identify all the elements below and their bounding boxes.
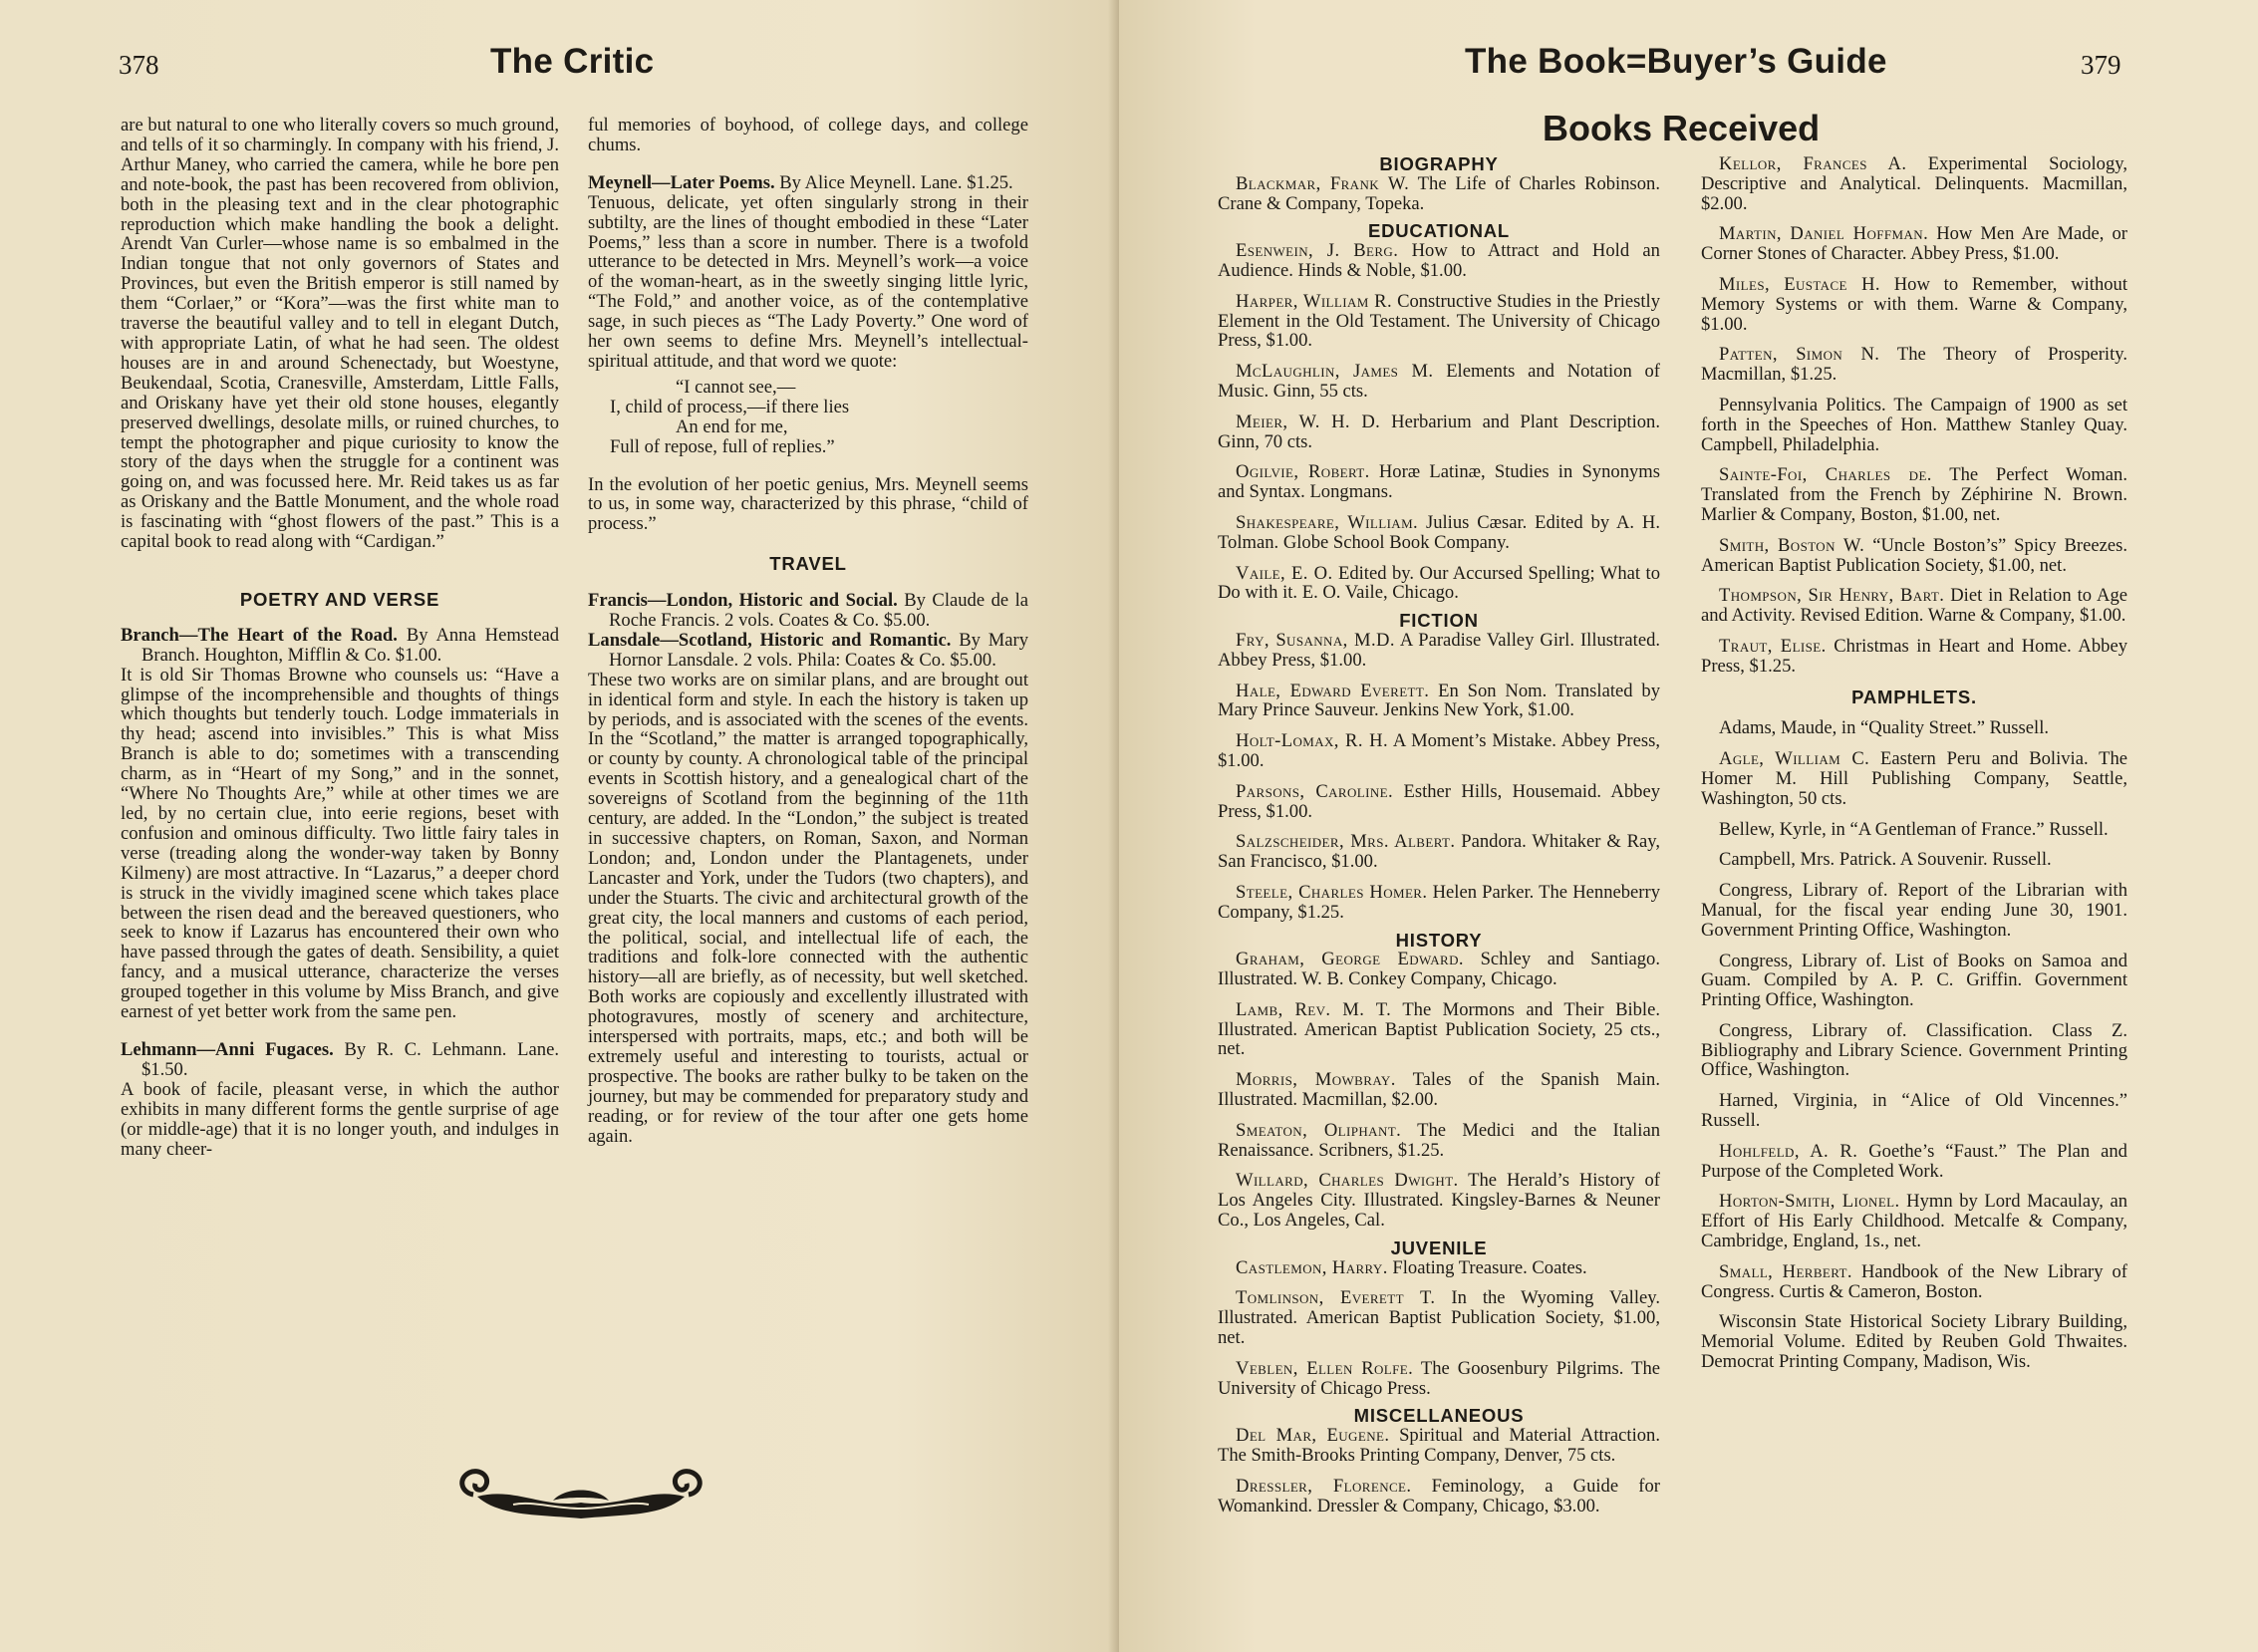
entry-details: Helen Parker. The Henneberry Company, $1.25. [1218,881,1660,923]
book-entry [1701,154,2127,213]
book-entry [1218,413,1660,452]
entry-author: Shakespeare, William. [1236,511,1419,533]
entry-author: Meier, W. H. D. [1236,411,1381,432]
entry-details: How to Remember, without Memory Systems or with them. Warne & Company, $1.00. [1701,273,2128,335]
entry-details: Elements and Notation of Music. Ginn, 55 cts. [1218,361,1660,402]
book-heading: Meynell—Later Poems. [588,171,775,193]
book-entry [1701,820,2127,840]
book-heading: Francis—London, Historic and Social. [588,590,898,612]
book-entry [1701,881,2127,940]
book-entry [1218,362,1660,402]
book-entry [1218,950,1660,989]
entry-author: Horton-Smith, Lionel. [1719,1191,1900,1213]
book-entry [1218,1258,1660,1278]
book-entry [1218,1288,1660,1347]
book-entry [1701,275,2127,334]
running-head: The Book=Buyer’s Guide [1465,42,1887,81]
book-heading: Lehmann—Anni Fugaces. [121,1038,334,1060]
book-entry [1218,174,1660,214]
entry-author: Agle, William C. [1719,748,1870,770]
book-entry [1218,782,1660,822]
entry-author: Smith, Boston W. [1719,534,1865,556]
entry-details: Pandora. Whitaker & Ray, San Francisco, $1.00. [1218,831,1661,873]
entry-author: Holt-Lomax, R. H. [1236,730,1389,752]
book-entry [1218,1121,1660,1161]
entry-details: Bellew, Kyrle, in “A Gentleman of France.” Russell. [1719,818,2109,840]
book-entry [1218,462,1660,502]
entry-author: Ogilvie, Robert. [1236,461,1370,483]
book-details: By Anna Hemstead Branch. Houghton, Mifflin & Co. $1.00. [141,624,560,666]
quote-line: I, child of process,—if there lies [610,396,850,417]
book-entry [1218,241,1660,281]
entry-details: The Life of Charles Robinson. Crane & Company, Topeka. [1218,172,1660,214]
entry-author: Esenwein, J. Berg. [1236,240,1399,262]
book-details: By Claude de la Roche Francis. 2 vols. Coates & Co. $5.00. [609,590,1029,632]
entry-author: Salzscheider, Mrs. Albert. [1236,831,1456,853]
book-entry [1701,718,2127,738]
entry-details: Wisconsin State Historical Society Library Building, Memorial Volume. Edited by Reuben Gold Thwaites. Democrat Printing Company, Madison, Wis. [1701,1311,2127,1373]
entry-details: Eastern Peru and Bolivia. The Homer M. Hill Publishing Company, Seattle, Washington, 50 cts. [1701,748,2127,809]
entry-details: Esther Hills, Housemaid. Abbey Press, $1.00. [1218,780,1661,822]
book-entry [1218,513,1660,553]
entry-author: Lamb, Rev. M. T. [1236,998,1392,1020]
entry-author: Morris, Mowbray. [1236,1069,1396,1091]
entry-details: Adams, Maude, in “Quality Street.” Russell. [1719,717,2050,739]
book-entry [1701,1192,2127,1250]
entry-details: Hymn by Lord Macaulay, an Effort of His Early Childhood. Metcalfe & Company, Cambridge, England, 1s., net. [1701,1191,2127,1252]
entry-details: The Medici and the Italian Renaissance. Scribners, $1.25. [1218,1119,1660,1161]
book-entry [1218,1426,1660,1466]
entry-details: The Mormons and Their Bible. Illustrated. American Baptist Publication Society, 25 cts., net. [1218,998,1660,1060]
left-page [0,0,1119,1652]
ornament-tailpiece [453,1457,708,1526]
entry-author: Martin, Daniel Hoffman. [1719,223,1929,245]
section-title: PAMPHLETS. [1851,686,1977,707]
entry-details: The Perfect Woman. Translated from the French by Zéphirine N. Brown. Marlier & Company, Boston, $1.00, net. [1701,464,2127,525]
entry-author: Vaile, E. O. [1236,562,1333,584]
book-entry [588,173,1028,193]
entry-author: Patten, Simon N. [1719,344,1880,366]
entry-details: Goethe’s “Faust.” The Plan and Purpose of the Completed Work. [1701,1140,2127,1182]
entry-author: Graham, George Edward. [1236,949,1464,970]
book-entry [1218,1477,1660,1516]
review-text: Tenuous, delicate, yet often singularly strong in their subtilty, are the lines of thought embodied in these “Later Poems,” less than a score in number. There is a twofold utterance to be detected in Mrs. Meynell’s work—a voice of the woman-heart, as in the sweetly singing little lyric, “The Fold,” and another voice, as of the contemplative sage, in such pieces as “The Lady Poverty.” One word of her own seems to define Mrs. Meynell’s intellectual-spiritual attitude, and that word we quote: [588,191,1028,372]
running-head: The Critic [490,42,655,81]
page-number: 378 [119,50,159,80]
entry-author: Dressler, Florence. [1236,1475,1412,1497]
book-entry [1701,396,2127,454]
entry-author: Tomlinson, Everett T. [1236,1287,1436,1309]
entry-details: Diet in Relation to Age and Activity. Revised Edition. Warne & Company, $1.00. [1701,585,2128,627]
entry-details: Congress, Library of. Classification. Class Z. Bibliography and Library Science. Government Printing Office, Washington. [1701,1019,2127,1081]
entry-details: Spiritual and Material Attraction. The Smith-Brooks Printing Company, Denver, 75 cts. [1218,1425,1660,1467]
entry-author: Sainte-Foi, Charles de. [1719,464,1932,486]
book-details: By Mary Hornor Lansdale. 2 vols. Phila: Coates & Co. $5.00. [609,629,1028,671]
entry-details: Christmas in Heart and Home. Abbey Press, $1.25. [1701,635,2127,677]
entry-author: Kellor, Frances A. [1719,153,1907,174]
section-title: TRAVEL [769,553,847,575]
entry-details: En Son Nom. Translated by Mary Prince Sauveur. Jenkins New York, $1.00. [1218,680,1660,721]
book-entry [1701,749,2127,808]
book-entry [1218,832,1660,872]
entry-details: Edited by. Our Accursed Spelling; What to Do with it. E. O. Vaile, Chicago. [1218,562,1660,604]
review-text: It is old Sir Thomas Browne who counsels us: “Have a glimpse of the incomprehensible and thoughts of things which thoughts but tenderly touch. Lodge immaterials in thy head; ascend into invisibles.” This is what Miss Branch is able to do; sometimes with a transcending charm, as in “Heart of my Song,” and in the sonnet, “Where No Thoughts Are,” while at other times we are led, by no certain clue, into eerie regions, beset with confusion and ominous difficulty. Two little fairy tales in verse (treading along the wonder-way taken by Bonny Kilmeny) are most attractive. In “Lazarus,” a deeper chord is struck in the vividly imagined scene which takes place between the risen dead and the bereaved questioners, who seek to know if Lazarus has encountered their own who have passed through the gates of death. Sensibility, a quiet fancy, and a musical utterance, characterize the verses grouped together in this volume by Miss Branch, and give earnest of yet better work from the same pen. [121,664,559,1023]
book-entry [1218,1070,1660,1110]
quote-line: “I cannot see,— [676,376,796,398]
paragraph: are but natural to one who literally covers so much ground, and tells of it so charmingly. In company with his friend, J. Arthur Maney, who carried the camera, while he bore pen and note-book, the past has been recovered from oblivion, both in the pleasing text and in the clear photographic reproduction which make handling the book a delight. Arendt Van Curler—whose name is so embalmed in the Indian tongue that not only governors of States and Provinces, but even the British emperor is still named by them “Corlaer,” or “Kora”—was the first white man to traverse the beautiful valley and to tell in elegant Dutch, with appropriate Latin, of what he had seen. The oldest houses are in and around Schenectady, but Woestyne, Beukendaal, Scotia, Cranesville, Amsterdam, Little Falls, and Oriskany have yet their old stone houses, elegantly preserved dwellings, desolate mills, or ruined churches, to tempt the photographer and pique curiosity to know the story of the days when the struggle for a continent was going on, and was focussed here. Mr. Reid takes us as far as Oriskany and the Battle Monument, and the whole road is fascinating with “ghost flowers of the past.” This is a capital book to read along with “Cardigan.” [121,115,559,553]
book-entry [1701,224,2127,264]
left-column [121,116,559,1159]
entry-details: Harned, Virginia, in “Alice of Old Vincennes.” Russell. [1701,1090,2127,1132]
book-entry [1701,536,2127,576]
entry-details: Congress, Library of. List of Books on Samoa and Guam. Compiled by A. P. C. Griffin. Government Printing Office, Washington. [1701,950,2127,1011]
entry-details: Herbarium and Plant Description. Ginn, 70 cts. [1218,411,1660,452]
entry-details: Pennsylvania Politics. The Campaign of 1900 as set forth in the Speeches of Hon. Matthew Stanley Quay. Campbell, Philadelphia. [1701,394,2127,455]
entry-details: Feminology, a Guide for Womankind. Dressler & Company, Chicago, $3.00. [1218,1475,1660,1516]
book-entry [1701,952,2127,1010]
book-entry [1218,682,1660,721]
book-entry [1218,631,1660,671]
entry-details: Floating Treasure. Coates. [1392,1256,1587,1278]
poem-quote [588,378,1028,457]
book-entry [121,1040,559,1080]
book-entry [1701,1262,2127,1302]
book-entry [1701,1142,2127,1182]
section-title: POETRY AND VERSE [239,588,440,610]
entry-details: Tales of the Spanish Main. Illustrated. Macmillan, $2.00. [1218,1069,1660,1111]
section-title: MISCELLANEOUS [1353,1405,1525,1427]
entry-details: Campbell, Mrs. Patrick. A Souvenir. Russell. [1719,849,2052,871]
book-entry [1701,1021,2127,1080]
book-heading: Branch—The Heart of the Road. [121,624,398,646]
entry-details: How Men Are Made, or Corner Stones of Character. Abbey Press, $1.00. [1701,223,2127,265]
entry-author: Veblen, Ellen Rolfe. [1236,1357,1414,1379]
books-received-column-1 [1218,153,1661,1526]
entry-author: Traut, Elise. [1719,635,1827,657]
book-entry [1701,586,2127,626]
page-title: Books Received [1543,108,1821,148]
entry-details: Horæ Latinæ, Studies in Synonyms and Syntax. Longmans. [1218,461,1660,503]
section-title: FICTION [1399,610,1479,632]
section-title: EDUCATIONAL [1367,220,1511,242]
entry-details: A Moment’s Mistake. Abbey Press, $1.00. [1218,730,1660,771]
entry-details: The Herald’s History of Los Angeles City. Illustrated. Kingsley-Barnes & Neuner Co., Los Angeles, Cal. [1218,1170,1660,1232]
book-entry [1218,1359,1660,1399]
entry-author: Willard, Charles Dwight. [1236,1170,1459,1192]
entry-author: Castlemon, Harry. [1236,1256,1388,1278]
books-received-column-2 [1701,154,2127,1383]
quote-line: An end for me, [676,415,788,437]
book-entry [1218,1000,1660,1059]
book-entry [1701,1091,2127,1131]
book-entry [1218,883,1660,923]
book-entry [1218,564,1660,604]
entry-details: “Uncle Boston’s” Spicy Breezes. American Baptist Publication Society, $1.00, net. [1701,534,2127,576]
page-number: 379 [2081,50,2121,80]
entry-author: Parsons, Caroline. [1236,780,1394,802]
entry-author: Blackmar, Frank W. [1236,172,1410,194]
entry-details: Julius Cæsar. Edited by A. H. Tolman. Globe School Book Company. [1218,511,1660,553]
book-details: By Alice Meynell. Lane. $1.25. [779,171,1013,193]
entry-author: McLaughlin, James M. [1236,361,1434,383]
section-title: JUVENILE [1390,1237,1488,1258]
book-entry [1701,850,2127,870]
book-entry [1701,345,2127,385]
entry-author: Small, Herbert. [1719,1260,1852,1282]
entry-author: Hale, Edward Everett. [1236,680,1430,701]
review-text: A book of facile, pleasant verse, in which the author exhibits in many different forms the gentle surprise of age (or middle-age) that it is no longer youth, and indulges in many cheer- [121,1078,559,1160]
review-text: These two works are on similar plans, and are brought out in identical form and style. In each the history is taken up by periods, and is associated with the scenes of the events. In the “Scotland,” the matter is arranged topographically, or county by county. A chronological table of the principal events in Scottish history, and a genealogical chart of the sovereigns of Scotland from the beginning of the 11th century, are added. In the “London,” the subject is treated in successive chapters, on Roman, Saxon, and Norman London; and, London under the Plantagenets, under Lancaster and York, under the Tudors (two chapters), and under the Stuarts. The civic and architectural growth of the great city, the local manners and customs of each period, the political, social, and intellectual life of each, the traditions and folk-lore connected with the authentic history—all are briefly, as of necessity, but well sketched. Both works are copiously and excellently illustrated with photogravures, mostly of scenery and architecture, interspersed with portraits, maps, etc.; and both will be extremely useful and interesting to tourists, actual or prospective. The books are rather bulky to be taken on the journey, but may be commended for preparatory study and reading, or for review of the tour after one gets home again. [588,669,1028,1147]
entry-details: The Theory of Prosperity. Macmillan, $1.25. [1701,344,2128,386]
quote-line: Full of repose, full of replies.” [610,435,835,457]
book-entry [1701,465,2127,524]
entry-details: In the Wyoming Valley. Illustrated. American Baptist Publication Society, $1.00, net. [1218,1287,1660,1349]
section-title: HISTORY [1395,929,1483,951]
entry-details: The Goosenbury Pilgrims. The University of Chicago Press. [1218,1357,1661,1399]
book-entry [1218,292,1660,351]
book-entry [588,631,1028,671]
entry-details: How to Attract and Hold an Audience. Hinds & Noble, $1.00. [1218,240,1660,281]
entry-author: Thompson, Sir Henry, Bart. [1719,585,1945,607]
entry-author: Harper, William R. [1236,290,1393,312]
book-entry [1218,1171,1660,1230]
entry-author: Smeaton, Oliphant. [1236,1119,1402,1141]
entry-details: Experimental Sociology, Descriptive and Analytical. Delinquents. Macmillan, $2.00. [1701,153,2127,214]
entry-author: Fry, Susanna, M.D. [1236,629,1395,651]
entry-author: Del Mar, Eugene. [1236,1425,1390,1447]
right-column [588,116,1028,1147]
book-entry [1701,1312,2127,1371]
entry-author: Steele, Charles Homer. [1236,881,1428,903]
entry-details: Constructive Studies in the Priestly Element in the Old Testament. The University of Chicago Press, $1.00. [1218,290,1660,352]
book-entry [588,591,1028,631]
book-heading: Lansdale—Scotland, Historic and Romantic. [588,629,952,651]
entry-details: Schley and Santiago. Illustrated. W. B. Conkey Company, Chicago. [1218,949,1660,990]
book-entry [121,626,559,666]
book-entry [1218,731,1660,771]
entry-author: Hohlfeld, A. R. [1719,1140,1858,1162]
review-text: In the evolution of her poetic genius, Mrs. Meynell seems to us, in some way, characterized by this phrase, “child of process.” [588,473,1028,535]
book-entry [1701,637,2127,677]
entry-details: Handbook of the New Library of Congress. Curtis & Cameron, Boston. [1701,1260,2127,1302]
book-details: By R. C. Lehmann. Lane. $1.50. [141,1038,559,1080]
entry-details: A Paradise Valley Girl. Illustrated. Abbey Press, $1.00. [1218,629,1661,671]
section-title: BIOGRAPHY [1379,153,1499,174]
entry-author: Miles, Eustace H. [1719,273,1880,295]
entry-details: Congress, Library of. Report of the Librarian with Manual, for the fiscal year ending June 30, 1901. Government Printing Office, Washington. [1701,880,2127,941]
paragraph: ful memories of boyhood, of college days, and college chums. [588,115,1028,155]
